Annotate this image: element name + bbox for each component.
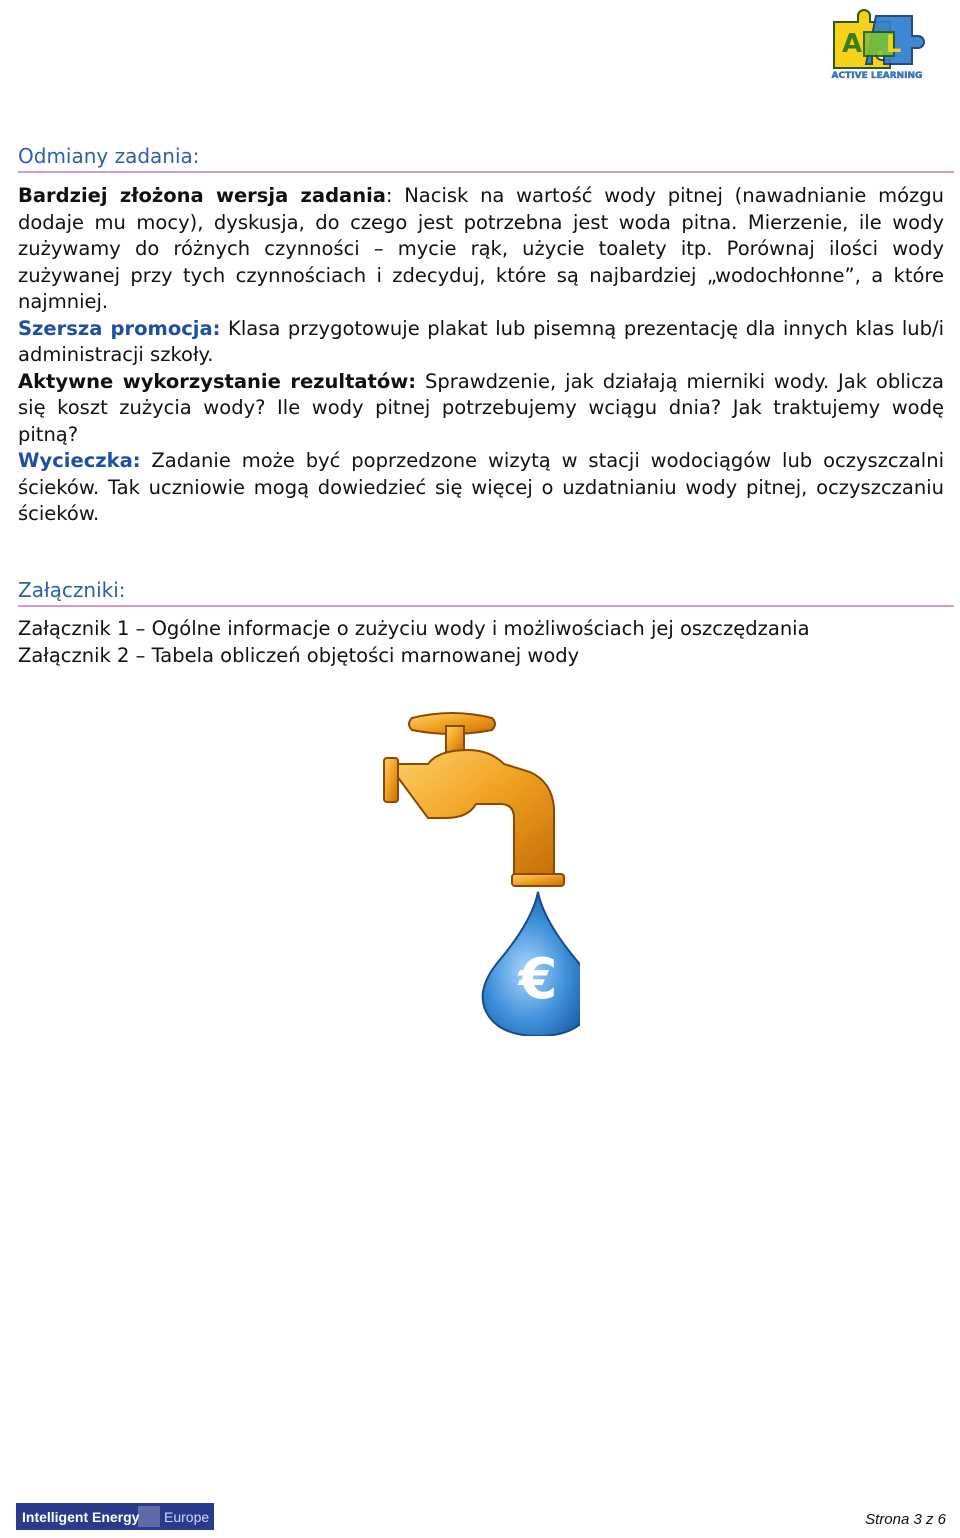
variations-body (18, 183, 944, 528)
svg-text:A: A (842, 29, 863, 59)
variation-promotion (18, 316, 944, 369)
logo-caption: ACTIVE LEARNING (831, 71, 923, 81)
variations-heading: Odmiany zadania: (18, 143, 954, 173)
variation-promotion-label: Szersza promocja: (18, 316, 221, 340)
variation-complex-label: Bardziej złożona wersja zadania (18, 184, 386, 207)
attachments-heading: Załączniki: (18, 577, 954, 607)
variation-results-label: Aktywne wykorzystanie rezultatów: (18, 369, 417, 393)
faucet-euro-drop-icon (380, 706, 580, 1036)
variation-trip (18, 448, 944, 528)
variation-trip-label: Wycieczka: (18, 449, 141, 472)
euro-symbol: € (518, 947, 558, 1012)
intelligent-energy-europe-logo (16, 1503, 214, 1530)
page-number: Strona 3 z 6 (865, 1511, 946, 1528)
footer-logo-right-text: Europe (164, 1509, 210, 1525)
active-learning-logo (824, 8, 930, 84)
variation-complex-text: Nacisk na wartość wody pitnej (nawadnianie mózgu dodaje mu mocy), dyskusja, do czego jest potrzebna jest woda pitna. Mierzenie, ile wody zużywamy do różnych czynności – mycie rąk, użycie toalety itp. Porównaj ilości wody zużywanej przy tych czynnościach i zdecyduj, które są najbardziej „wodochłonne”, a które najmniej. (18, 184, 944, 313)
variation-complex-label-suffix: : (385, 184, 393, 207)
variation-promotion-text: Klasa przygotowuje plakat lub pisemną prezentację dla innych klas lub/i administracji szkoły. (18, 316, 944, 366)
footer-logo-left-text: Intelligent Energy (22, 1509, 140, 1525)
variation-results-text: Sprawdzenie, jak działają mierniki wody. Jak oblicza się koszt zużycia wody? Ile wody pitnej potrzebujemy wciągu dnia? Jak traktujemy wodę pitną? (18, 369, 944, 446)
attachment-item: Załącznik 2 – Tabela obliczeń objętości marnowanej wody (18, 643, 580, 667)
variation-complex (18, 183, 944, 316)
attachments-list (18, 616, 810, 669)
variation-trip-text: Zadanie może być poprzedzone wizytą w stacji wodociągów lub oczyszczalni ścieków. Tak uczniowie mogą dowiedzieć się więcej o uzdatnianiu wody pitnej, oczyszczaniu ścieków. (18, 449, 944, 525)
attachment-item: Załącznik 1 – Ogólne informacje o zużyciu wody i możliwościach jej oszczędzania (18, 617, 810, 640)
svg-text:L: L (886, 30, 902, 58)
variation-results (18, 369, 944, 449)
